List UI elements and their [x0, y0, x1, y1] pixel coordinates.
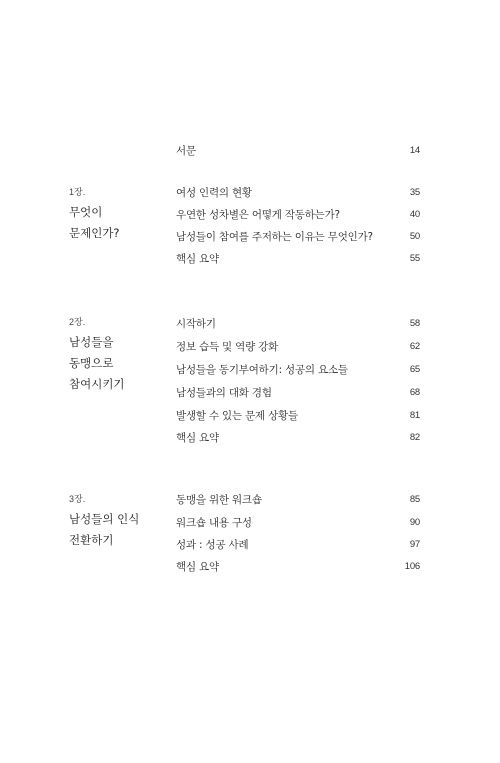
toc-entry[interactable] — [176, 339, 420, 355]
toc-entry-page-number: 35 — [409, 187, 420, 198]
toc-entry-page-number: 14 — [409, 145, 420, 156]
toc-entry-title: 발생할 수 있는 문제 상황들 — [176, 410, 298, 422]
chapter-title-line: 남성들의 인식 — [69, 512, 140, 526]
toc-entry-title: 남성들과의 대화 경험 — [176, 387, 272, 399]
toc-entry-title: 정보 습득 및 역량 강화 — [176, 341, 279, 353]
chapter-title-line: 문제인가? — [69, 226, 120, 240]
toc-entry-preface[interactable] — [176, 143, 420, 159]
toc-entry-title: 시작하기 — [176, 318, 216, 330]
chapter-number: 3장. — [69, 494, 86, 504]
toc-entry-title: 워크숍 내용 구성 — [176, 517, 252, 529]
toc-entry-title: 여성 인력의 현황 — [176, 187, 252, 199]
toc-entry[interactable] — [176, 385, 420, 401]
toc-entry[interactable] — [176, 251, 420, 267]
chapter-title-line: 남성들을 — [69, 335, 114, 349]
chapter-number: 2장. — [69, 317, 86, 327]
toc-entry[interactable] — [176, 492, 420, 508]
toc-entry-page-number: 85 — [409, 494, 420, 505]
toc-entry-page-number: 65 — [409, 364, 420, 375]
toc-entry-page-number: 97 — [409, 539, 420, 550]
toc-entry-page-number: 58 — [409, 318, 420, 329]
chapter-number: 1장. — [69, 187, 86, 197]
toc-entry[interactable] — [176, 408, 420, 424]
toc-entry-title: 핵심 요약 — [176, 561, 219, 573]
chapter-3-heading — [69, 493, 169, 551]
chapter-2-heading — [69, 316, 169, 395]
chapter-title-line: 동맹으로 — [69, 356, 114, 370]
toc-entry[interactable] — [176, 362, 420, 378]
toc-entry-title: 서문 — [176, 145, 196, 157]
toc-entry[interactable] — [176, 559, 420, 575]
toc-entry-page-number: 50 — [409, 231, 420, 242]
toc-entry-page-number: 40 — [409, 209, 420, 220]
toc-entry[interactable] — [176, 185, 420, 201]
chapter-title-line: 참여시키기 — [69, 377, 125, 391]
toc-entry[interactable] — [176, 515, 420, 531]
toc-entry-title: 우연한 성차별은 어떻게 작동하는가? — [176, 209, 340, 221]
chapter-1-heading — [69, 186, 169, 244]
toc-entry-title: 핵심 요약 — [176, 432, 219, 444]
toc-entry-page-number: 90 — [409, 517, 420, 528]
toc-entry-title: 성과 : 성공 사례 — [176, 539, 249, 551]
toc-entry[interactable] — [176, 316, 420, 332]
toc-entry-page-number: 55 — [409, 253, 420, 264]
toc-entry-page-number: 82 — [409, 432, 420, 443]
toc-entry-title: 남성들이 참여를 주저하는 이유는 무엇인가? — [176, 231, 373, 243]
toc-entry-title: 남성들을 동기부여하기: 성공의 요소들 — [176, 364, 348, 376]
toc-entry[interactable] — [176, 430, 420, 446]
toc-entry-title: 동맹을 위한 워크숍 — [176, 494, 262, 506]
chapter-title-line: 무엇이 — [69, 205, 103, 219]
toc-entry-page-number: 106 — [404, 561, 420, 572]
toc-entry[interactable] — [176, 207, 420, 223]
chapter-title-line: 전환하기 — [69, 533, 114, 547]
toc-entry[interactable] — [176, 229, 420, 245]
toc-entry[interactable] — [176, 537, 420, 553]
toc-entry-page-number: 81 — [409, 410, 420, 421]
toc-entry-title: 핵심 요약 — [176, 253, 219, 265]
toc-entry-page-number: 62 — [409, 341, 420, 352]
toc-entry-page-number: 68 — [409, 387, 420, 398]
